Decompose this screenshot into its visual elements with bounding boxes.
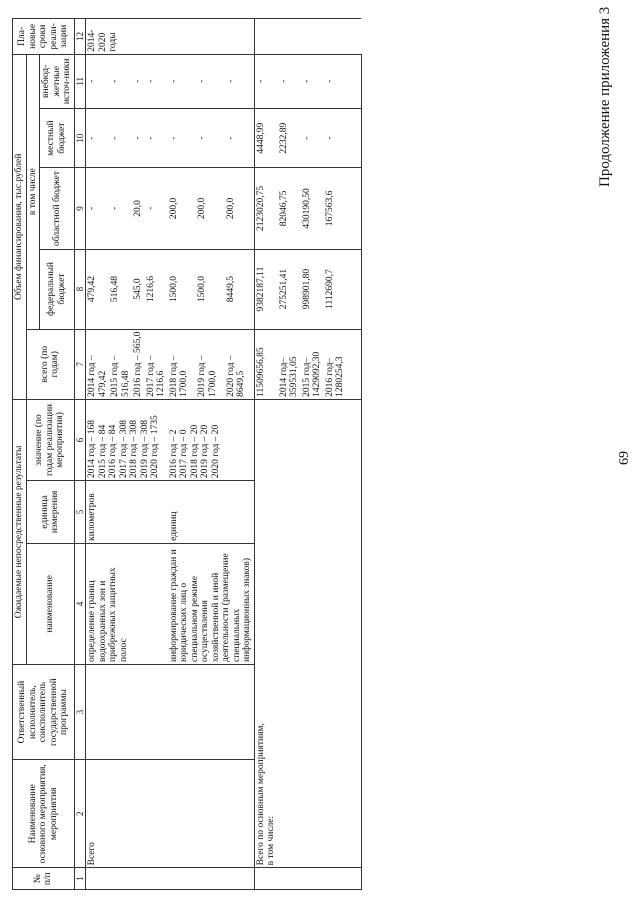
total-cell: 2020 год – 8649,5: [225, 329, 254, 399]
extra-cell: -: [109, 54, 132, 108]
federal-cell: 998901,80: [301, 249, 324, 329]
col-number: 12: [74, 19, 86, 55]
regional-cell: -: [86, 168, 110, 249]
summary-row: [301, 19, 324, 890]
local-cell: -: [168, 108, 197, 168]
col-number: 5: [74, 481, 86, 544]
header-col8: федеральный бюджет: [40, 249, 75, 329]
federal-cell: 275251,41: [278, 249, 301, 329]
local-cell: -: [132, 108, 145, 168]
local-cell: -: [86, 108, 110, 168]
appendix-label: Продолжение приложения 3: [597, 6, 613, 187]
extra-cell: -: [168, 54, 197, 108]
local-cell: -: [324, 108, 347, 168]
summary-row: [254, 19, 278, 890]
term-cell: 2014-2020 годы: [86, 19, 255, 55]
col-number: 1: [74, 868, 86, 890]
federal-cell: 1500,0: [196, 249, 225, 329]
regional-cell: 430190,50: [301, 168, 324, 249]
result-unit: километров: [86, 481, 168, 544]
header-funding-group: Объем финансирования, тыс.рублей: [13, 54, 27, 399]
local-cell: -: [225, 108, 254, 168]
federal-cell: 1216,6: [145, 249, 168, 329]
total-cell: 2019 год – 1700,0: [196, 329, 225, 399]
col-number: 9: [74, 168, 86, 249]
total-cell: 2014 год – 479,42: [86, 329, 110, 399]
federal-cell: 8449,5: [225, 249, 254, 329]
header-col2: Наименование основного мероприятия, мероприятия: [13, 760, 75, 868]
result-name: определение границ водоохранных зон и прибрежных защитных полос: [86, 543, 168, 664]
total-cell: 2015 год – 516,48: [109, 329, 132, 399]
summary-row: [278, 19, 301, 890]
header-col5: единица измерения: [26, 481, 74, 544]
extra-cell: -: [225, 54, 254, 108]
header-results-group: Ожидаемые непосредственные результаты: [13, 399, 27, 664]
total-cell: 2018 год – 1700,0: [168, 329, 197, 399]
header-col4: наименование: [26, 543, 74, 664]
federal-cell: 9382187,11: [254, 249, 278, 329]
result-name: информирование граждан и юридических лиц о специальном режиме осуществления хозяйственной и иной деятельности (размещение специальных информационных знаков): [168, 543, 255, 664]
extra-cell: -: [254, 54, 278, 108]
header-col11: внебюд-жетные источ-ники: [40, 54, 75, 108]
col-number: 2: [74, 760, 86, 868]
regional-cell: 82046,75: [278, 168, 301, 249]
header-col6: значение (по годам реализации мероприятия): [26, 399, 74, 480]
extra-cell: -: [145, 54, 168, 108]
total-cell: 2016 год– 1280254,3: [324, 329, 347, 399]
total-cell: 11509656,85: [254, 329, 278, 399]
row-name: Всего: [86, 760, 168, 868]
local-cell: -: [196, 108, 225, 168]
regional-cell: 167563,6: [324, 168, 347, 249]
total-cell: 2016 год – 565,0: [132, 329, 145, 399]
federal-cell: 1112690,7: [324, 249, 347, 329]
header-col10: местный бюджет: [40, 108, 75, 168]
extra-cell: -: [86, 54, 110, 108]
regional-cell: -: [145, 168, 168, 249]
total-cell: 2014 год– 359531,05: [278, 329, 301, 399]
regional-cell: 200,0: [196, 168, 225, 249]
local-cell: 2232,89: [278, 108, 301, 168]
local-cell: -: [301, 108, 324, 168]
summary-row: [324, 19, 347, 890]
result-unit: единиц: [168, 481, 255, 544]
col-number: 8: [74, 249, 86, 329]
header-col1: № п/п: [13, 868, 75, 890]
extra-cell: -: [278, 54, 301, 108]
header-row-1: [13, 19, 27, 890]
extra-cell: -: [301, 54, 324, 108]
regional-cell: 200,0: [225, 168, 254, 249]
table-row: [86, 19, 110, 890]
local-cell: 4448,99: [254, 108, 278, 168]
regional-cell: 20,0: [132, 168, 145, 249]
federal-cell: 545,0: [132, 249, 145, 329]
result-values: 2016 год – 2 2017 год – 0 2018 год – 20 2019 год – 20 2020 год – 20: [168, 399, 255, 480]
extra-cell: -: [196, 54, 225, 108]
funding-table: [12, 18, 362, 890]
regional-cell: -: [109, 168, 132, 249]
total-cell: 2015 год– 1429092,30: [301, 329, 324, 399]
col-number: 3: [74, 664, 86, 759]
header-including: в том числе: [26, 54, 40, 329]
summary-label: Всего по основным мероприятиям, в том числе:: [254, 399, 278, 867]
table-row: [347, 19, 362, 890]
col-number: 6: [74, 399, 86, 480]
col-number: 11: [74, 54, 86, 108]
federal-cell: 1500,0: [168, 249, 197, 329]
local-cell: -: [109, 108, 132, 168]
local-cell: -: [145, 108, 168, 168]
col-number: 7: [74, 329, 86, 399]
extra-cell: -: [132, 54, 145, 108]
page-number: 69: [617, 451, 632, 465]
column-number-row: [74, 19, 86, 890]
header-col9: областной бюджет: [40, 168, 75, 249]
regional-cell: 200,0: [168, 168, 197, 249]
header-col7: всего (по годам): [26, 329, 74, 399]
federal-cell: 516,48: [109, 249, 132, 329]
total-cell: 2017 год – 1216,6: [145, 329, 168, 399]
header-col3: Ответственный исполнитель, соисполнитель государственной программы: [13, 664, 75, 759]
col-number: 4: [74, 543, 86, 664]
header-col12: Пла-новые сроки реали-зации: [13, 19, 75, 55]
extra-cell: -: [324, 54, 347, 108]
federal-cell: 479,42: [86, 249, 110, 329]
regional-cell: 2123020,75: [254, 168, 278, 249]
col-number: 10: [74, 108, 86, 168]
table-row: [168, 19, 197, 890]
result-values: 2014 год – 168 2015 год – 84 2016 год – 84 2017 год – 308 2018 год – 308 2019 год – 308 2020 год – 1735: [86, 399, 168, 480]
